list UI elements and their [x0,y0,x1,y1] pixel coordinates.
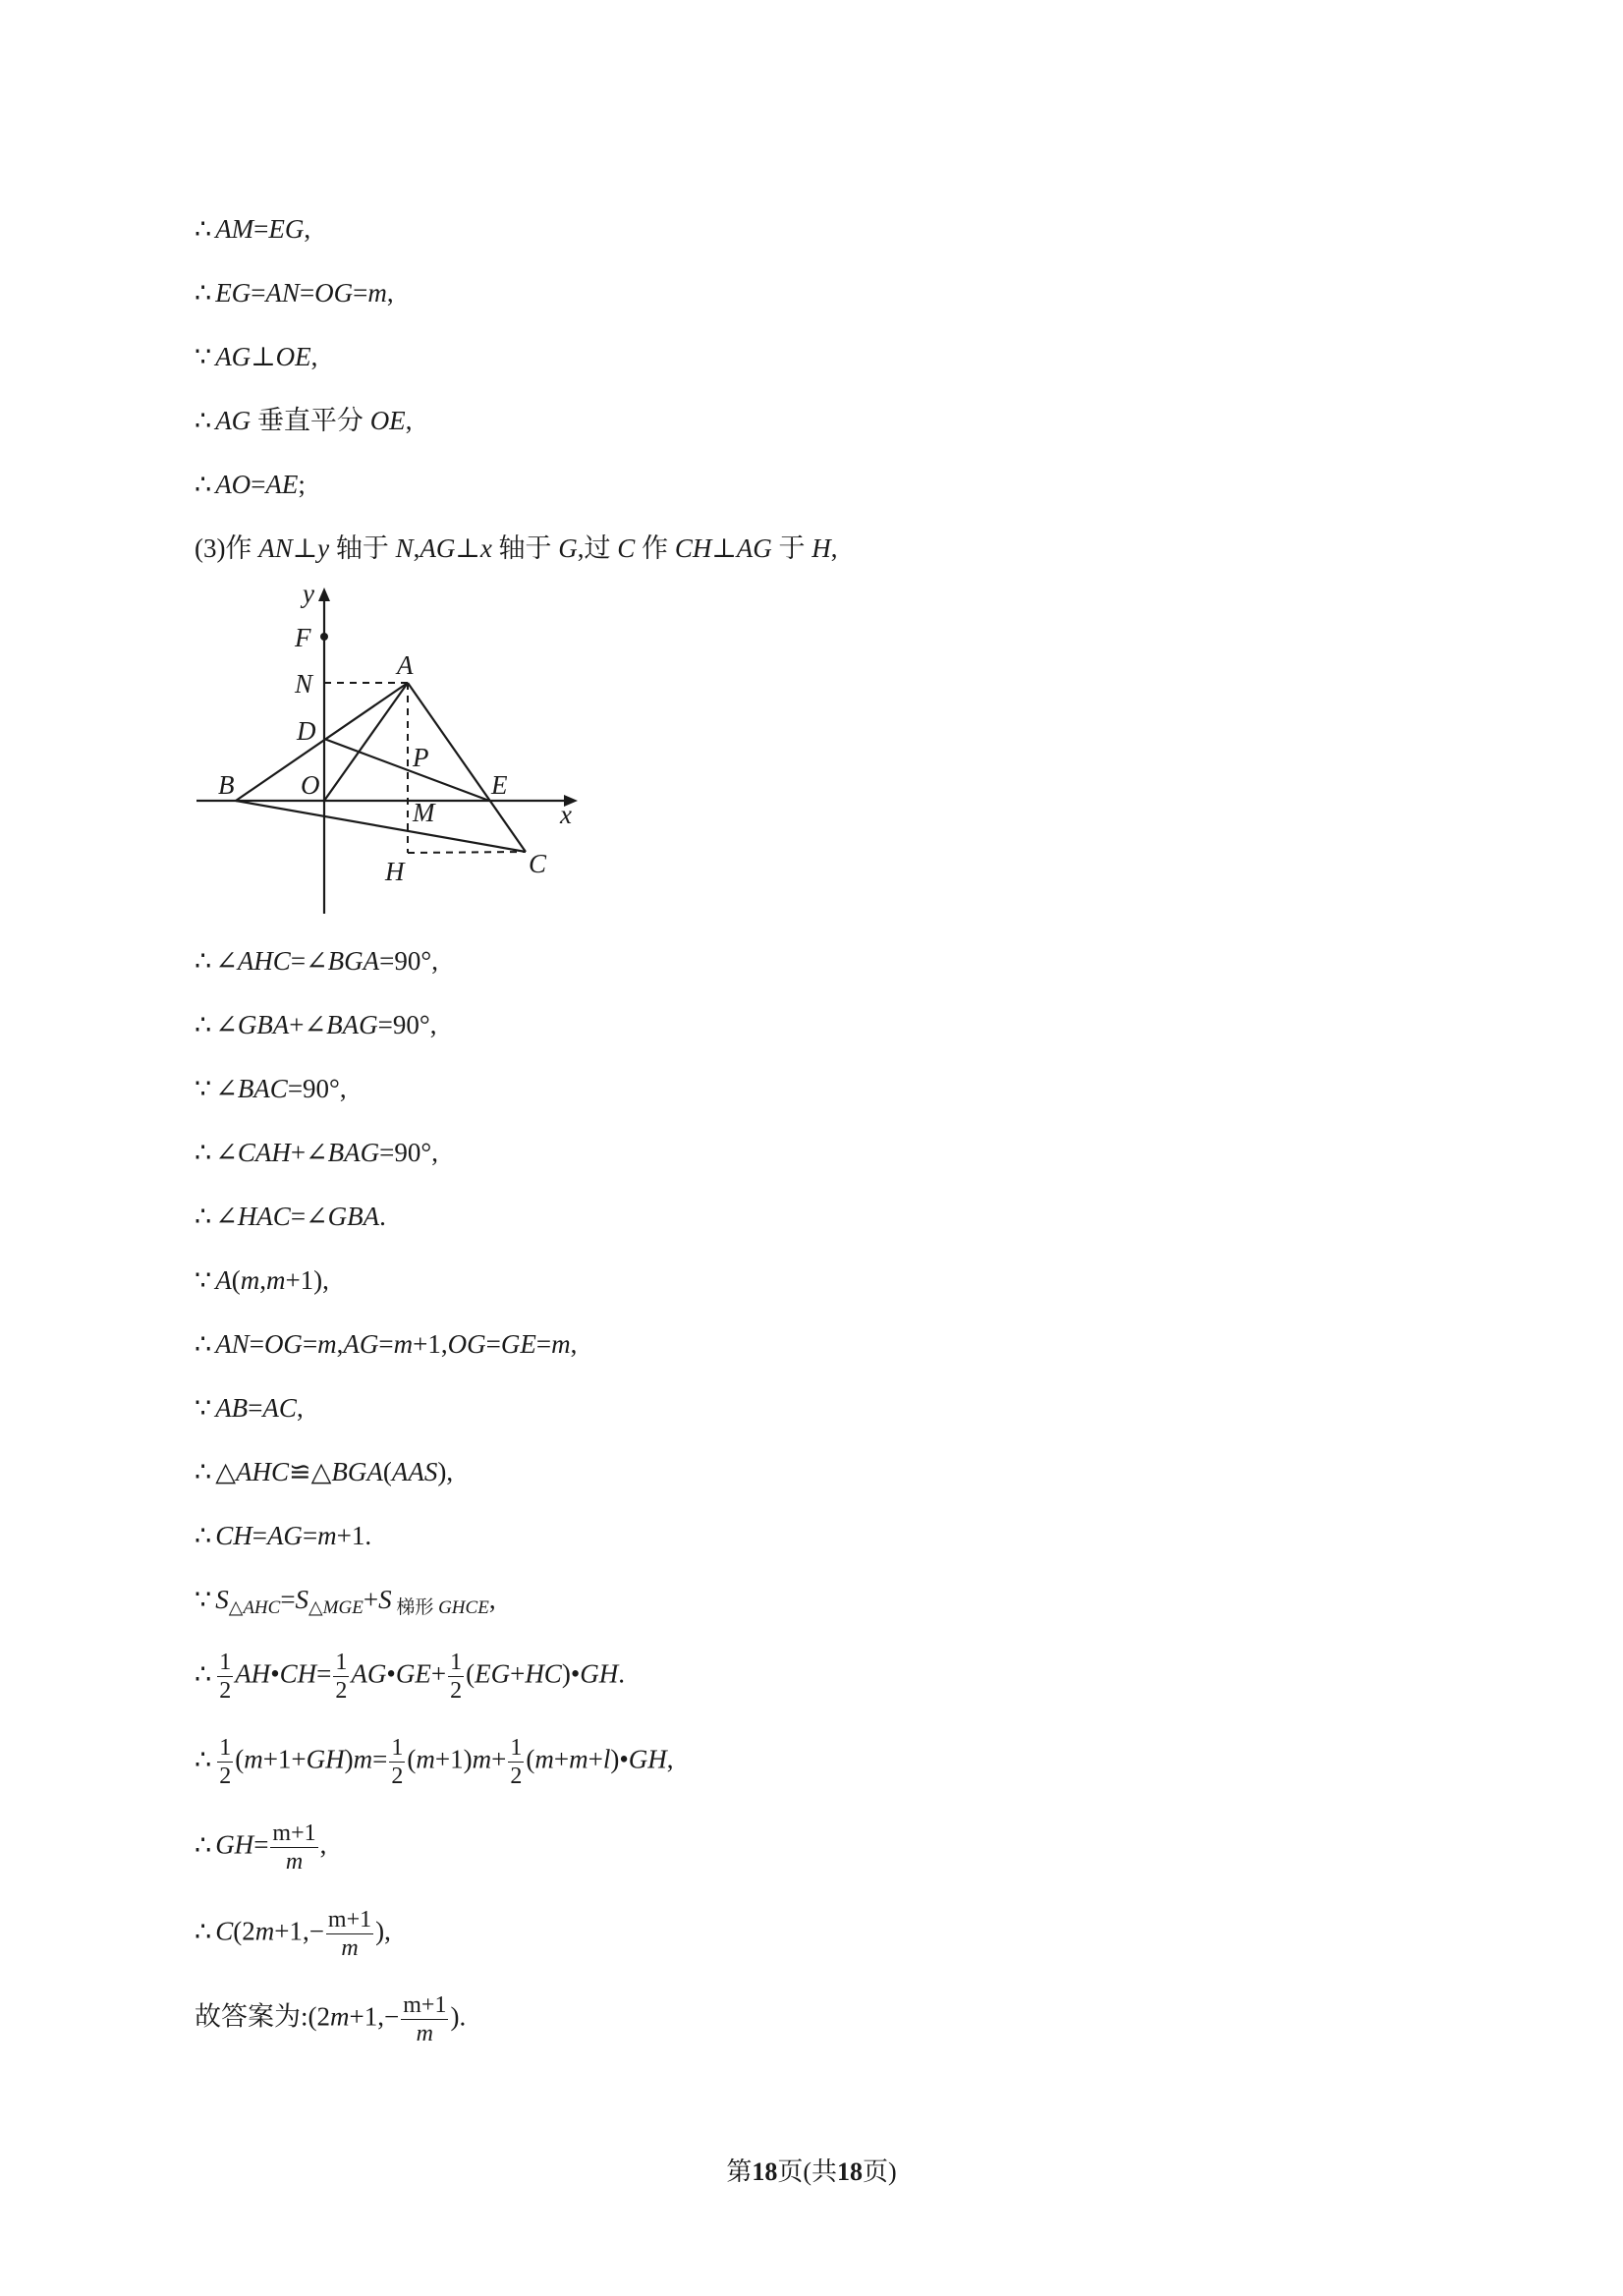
fraction-half: $\frac{1}{2}$ [391,1735,404,1789]
proof-line-3: ∵ AG⊥OE, [195,342,318,371]
proof-line-13: ∴ AN=OG=m,AG=m+1,OG=GE=m, [195,1329,578,1359]
proof-line-20: ∴ GH= $\frac{m+1}{m}$ , [195,1820,327,1875]
proof-line-8: ∴ ∠GBA+∠BAG=90°, [195,1010,437,1039]
proof-line-18: ∴ $\frac{1}{2}$ AH•CH= $\frac{1}{2}$ AG•GE+ $\frac{1}{2}$ (EG+HC)•GH. [195,1650,626,1704]
label-H: H [385,857,405,886]
proof-line-12: ∵ A(m,m+1), [195,1265,329,1295]
segment-OA [324,683,408,801]
proof-line-21: ∴ C(2m+1,− $\frac{m+1}{m}$ ), [195,1907,391,1961]
label-y: y [303,580,314,608]
fraction-half: $\frac{1}{2}$ [510,1735,523,1789]
label-O: O [301,770,320,800]
total-pages: 18 [837,2157,863,2186]
label-A: A [397,650,414,680]
proof-line-11: ∴ ∠HAC=∠GBA. [195,1202,386,1231]
proof-line-17: ∵ $S_{\triangle AHC}=S_{\triangle MGE}+S$ $_{梯形 GHCE}$, [195,1585,496,1618]
fraction-m-plus-1-over-m: $\frac{m+1}{m}$ [327,1907,372,1961]
proof-line-14: ∵ AB=AC, [195,1393,304,1423]
label-F: F [295,623,311,652]
label-x: x [560,800,572,829]
label-P: P [413,743,429,772]
proof-line-2: ∴ EG=AN=OG=m, [195,278,394,308]
proof-line-16: ∴ CH=AG=m+1. [195,1521,372,1550]
fraction-half: $\frac{1}{2}$ [450,1650,463,1704]
proof-line-19: ∴ $\frac{1}{2}$ (m+1+GH)m= $\frac{1}{2}$ (m+1)m+ $\frac{1}{2}$ (m+m+l)•GH, [195,1735,674,1789]
label-D: D [297,716,316,746]
fraction-m-plus-1-over-m: $\frac{m+1}{m}$ [403,1992,447,2046]
segment-BA [236,683,408,801]
label-B: B [218,770,235,800]
fraction-m-plus-1-over-m: $\frac{m+1}{m}$ [272,1820,316,1875]
proof-line-4: ∴ AG 垂直平分 OE, [195,406,413,435]
fraction-half: $\frac{1}{2}$ [219,1735,232,1789]
y-axis-arrow-icon [318,588,330,601]
label-C: C [529,849,547,878]
dashed-HC [408,852,526,853]
proof-line-9: ∵ ∠BAC=90°, [195,1074,347,1103]
proof-line-10: ∴ ∠CAH+∠BAG=90°, [195,1138,438,1167]
fraction-half: $\frac{1}{2}$ [219,1650,232,1704]
label-N: N [295,669,313,699]
proof-line-5: ∴ AO=AE; [195,470,306,499]
proof-line-7: ∴ ∠AHC=∠BGA=90°, [195,946,438,976]
label-E: E [491,770,508,800]
fraction-half: $\frac{1}{2}$ [335,1650,348,1704]
proof-line-1: ∴ AM=EG, [195,214,311,244]
point-F [320,633,328,641]
label-M: M [413,798,435,827]
geometry-figure [187,580,599,924]
answer-line: 故答案为:(2m+1,− $\frac{m+1}{m}$ ). [195,1992,467,2046]
current-page-number: 18 [752,2157,778,2186]
proof-line-15: ∴ △AHC≌△BGA(AAS), [195,1457,454,1486]
segment-BC [236,801,526,852]
part3-heading: (3)作 AN⊥y 轴于 N,AG⊥x 轴于 G,过 C 作 CH⊥AG 于 H, [195,533,838,563]
page-footer: 第18页(共18页) [726,2157,897,2186]
